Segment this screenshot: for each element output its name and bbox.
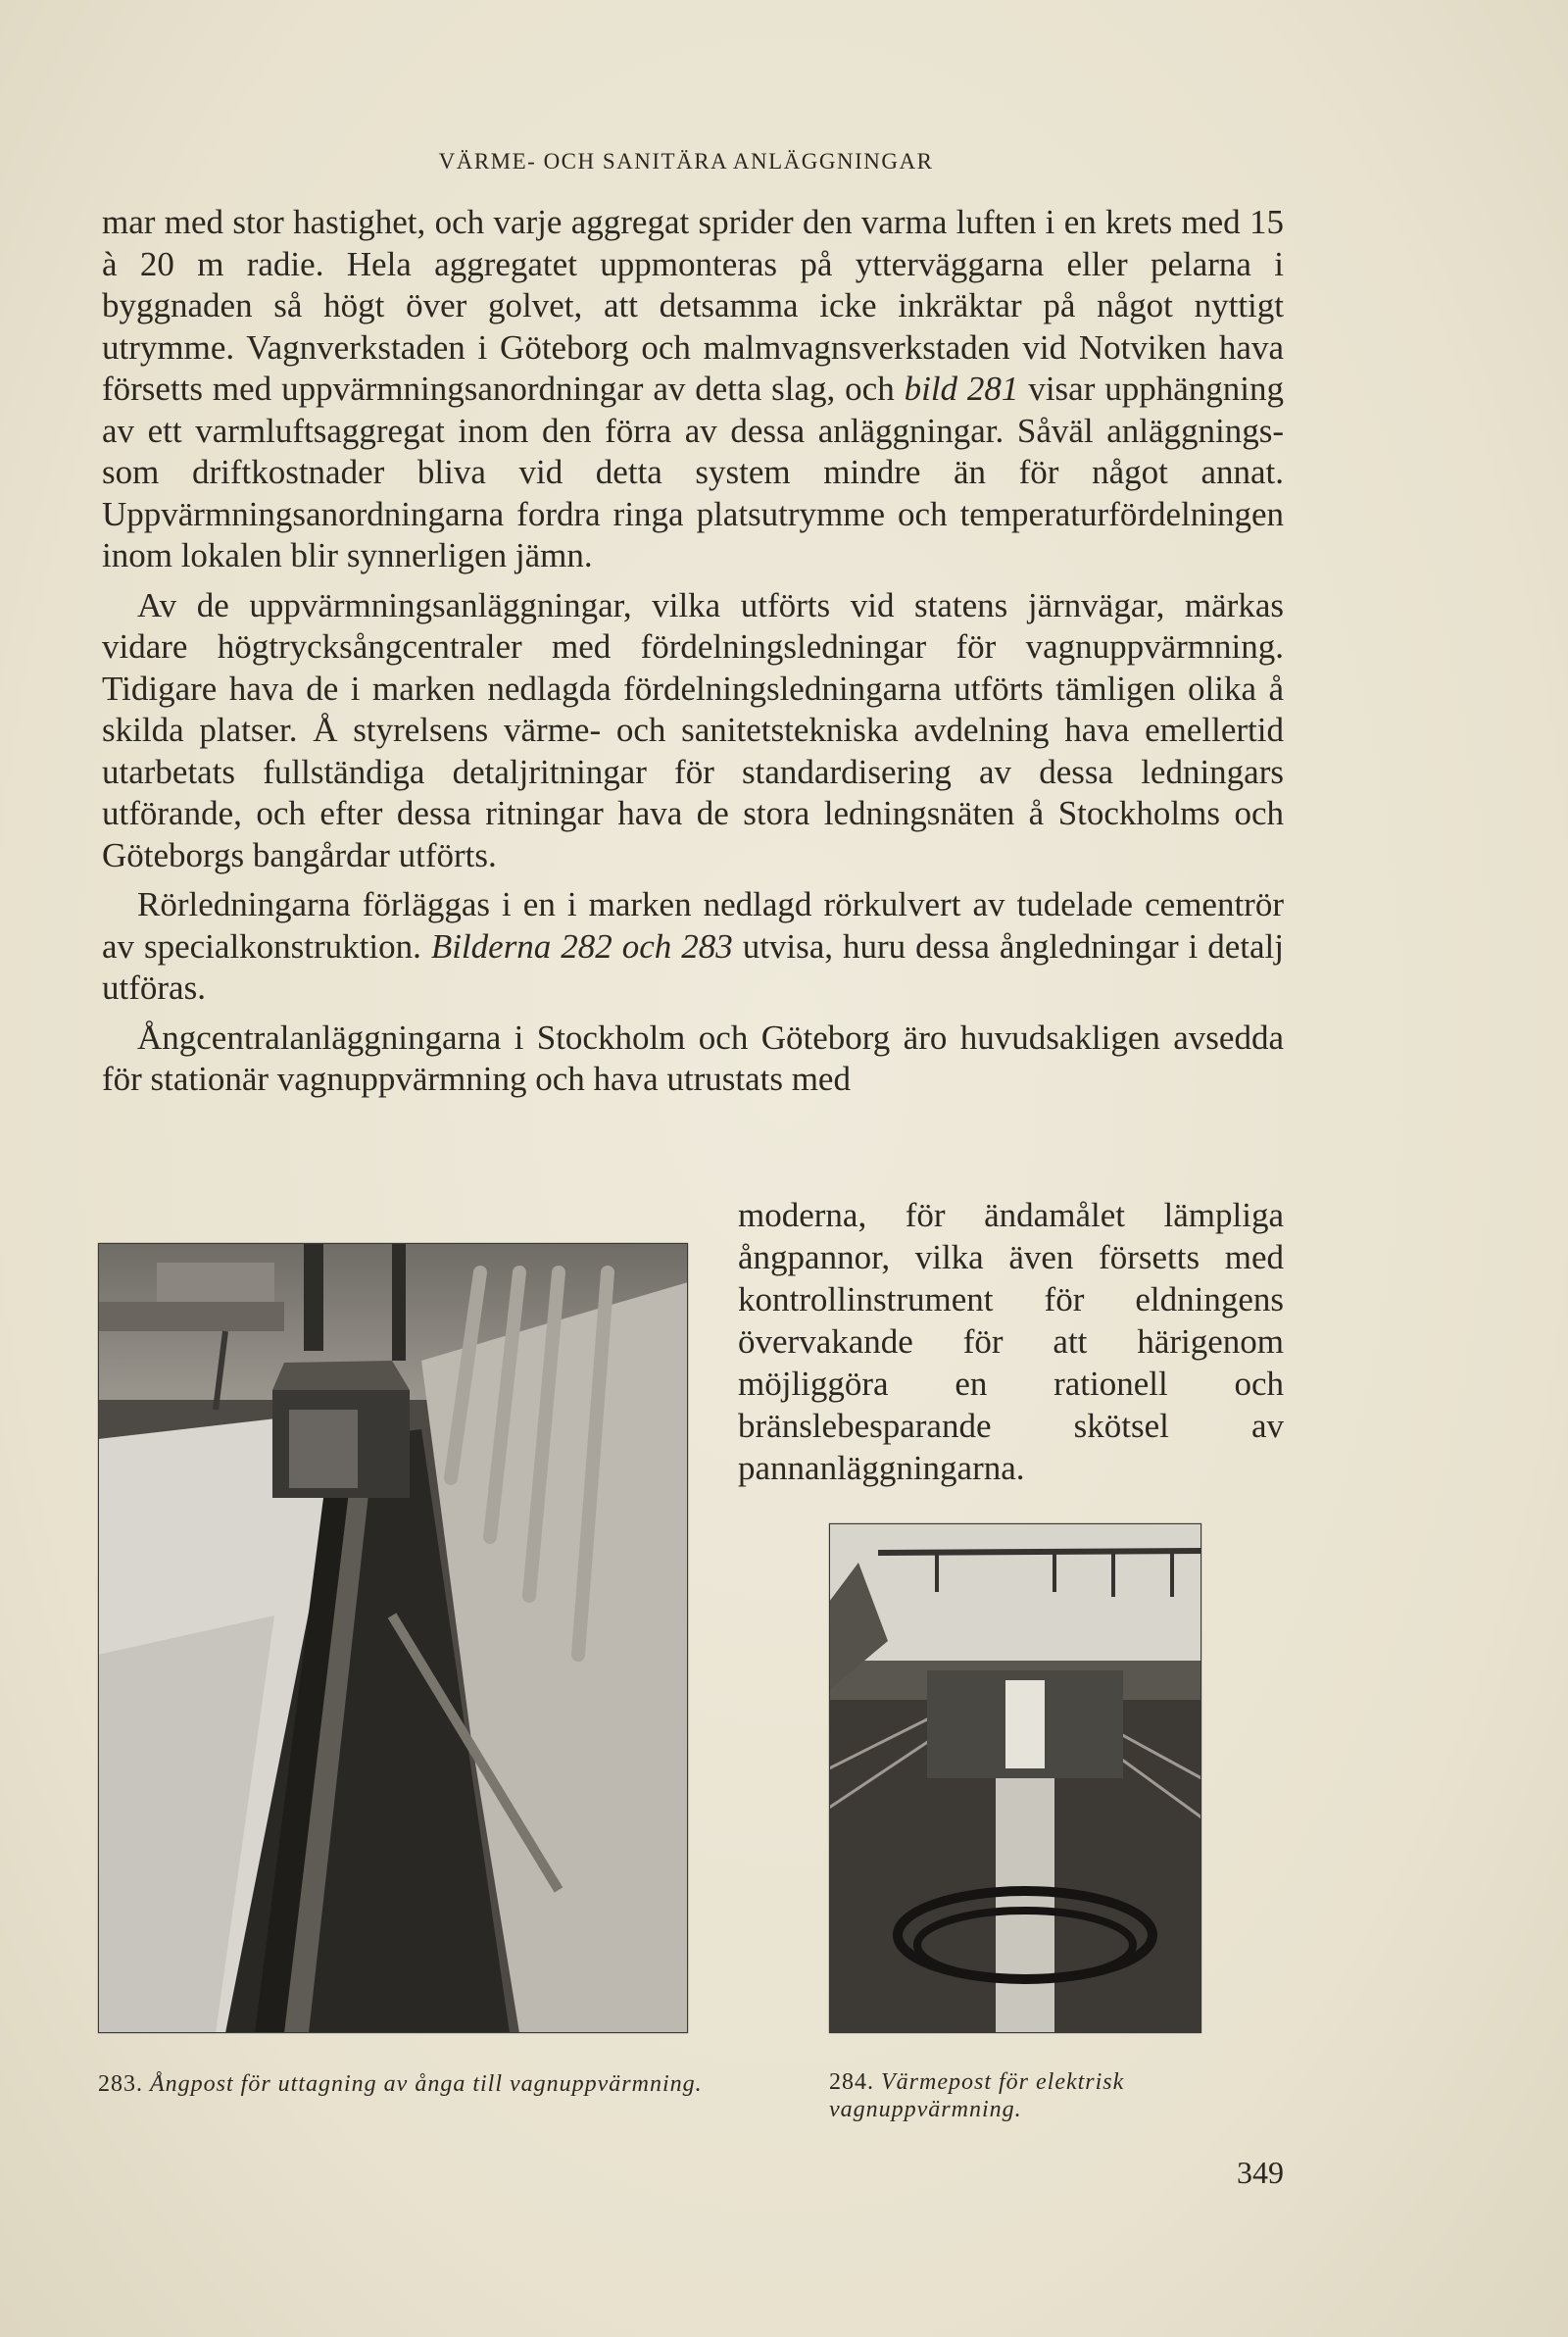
paragraph-3-text-a: Rörledningarna förläggas i en i marken nedlagd rörkulvert av tudelade cementrör av specialkonstruktion. (102, 885, 1284, 966)
paragraph-4: Ångcentralanläggningarna i Stockholm och Göteborg äro huvudsakligen avsedda för stationär vagnuppvärmning och hava utrustats med (102, 1018, 1284, 1098)
figure-284-photo (829, 1523, 1201, 2033)
figure-284-caption (829, 2068, 1221, 2123)
page-number: 349 (1237, 2155, 1284, 2190)
paragraph-2: Av de uppvärmningsanläggningar, vilka utförts vid statens järnvägar, märkas vidare högtrycksångcentraler med fördelningsledningar för vagnuppvärmning. Tidigare hava de i marken nedlagda fördelningsledningarna utförts tämligen olika å skilda platser. Å styrelsens värme- och sanitetstekniska avdelning hava emellertid utarbetats fullständiga detaljritningar för standardisering av dessa ledningars utförande, och efter dessa ritningar hava de stora ledningsnäten å Stockholms och Göteborgs bangårdar utförts. (102, 585, 1284, 874)
figure-284-number: 284. (829, 2069, 874, 2095)
figure-reference-281: bild 281 (904, 370, 1019, 408)
paragraph-1-text-b: visar upphängning av ett varmluftsaggregat inom den förra av dessa anläggningar. Såväl anläggnings- som driftkostnader bliva vid detta system mindre än för något annat. Uppvärmningsanordningarna fordra ringa platsutrymme och temperaturfördelningen inom lokalen blir synnerligen jämn. (102, 370, 1285, 574)
running-head: VÄRME- OCH SANITÄRA ANLÄGGNINGAR (438, 149, 934, 174)
paragraph-3 (102, 884, 1284, 1010)
paragraph-3-text-b: utvisa, huru dessa ångledningar i detalj utföras. (102, 926, 1284, 1007)
paragraph-4-continued: moderna, för ändamålet lämpliga ångpannor, vilka även försetts med kontrollinstrument för eldningens övervakande för att härigenom möjliggöra en rationell och bränslebesparande skötsel av pannanläggningarna. (738, 1196, 1284, 1487)
figure-283-photo (98, 1243, 688, 2033)
paragraph-1 (102, 202, 1284, 577)
body-text (102, 202, 1284, 1101)
figure-283-caption (98, 2070, 725, 2098)
figure-283-caption-text: Ångpost för uttagning av ånga till vagnuppvärmning. (150, 2071, 703, 2097)
figure-reference-282-283: Bilderna 282 och 283 (430, 926, 733, 966)
paragraph-1-text-a: mar med stor hastighet, och varje aggregat sprider den varma luften i en krets med 15 à 20 m radie. Hela aggregatet uppmonteras på ytterväggarna eller pelarna i byggnaden så högt över golvet, att detsamma icke inkräktar på något nyttigt utrymme. Vagnverkstaden i Göteborg och malmvagnsverkstaden vid Notviken hava försetts med uppvärmningsanordningar av detta slag, och (102, 203, 1284, 408)
figure-284-caption-text: Värmepost för elektrisk vagnuppvärmning. (829, 2069, 1125, 2122)
figure-283-number: 283. (98, 2071, 143, 2097)
